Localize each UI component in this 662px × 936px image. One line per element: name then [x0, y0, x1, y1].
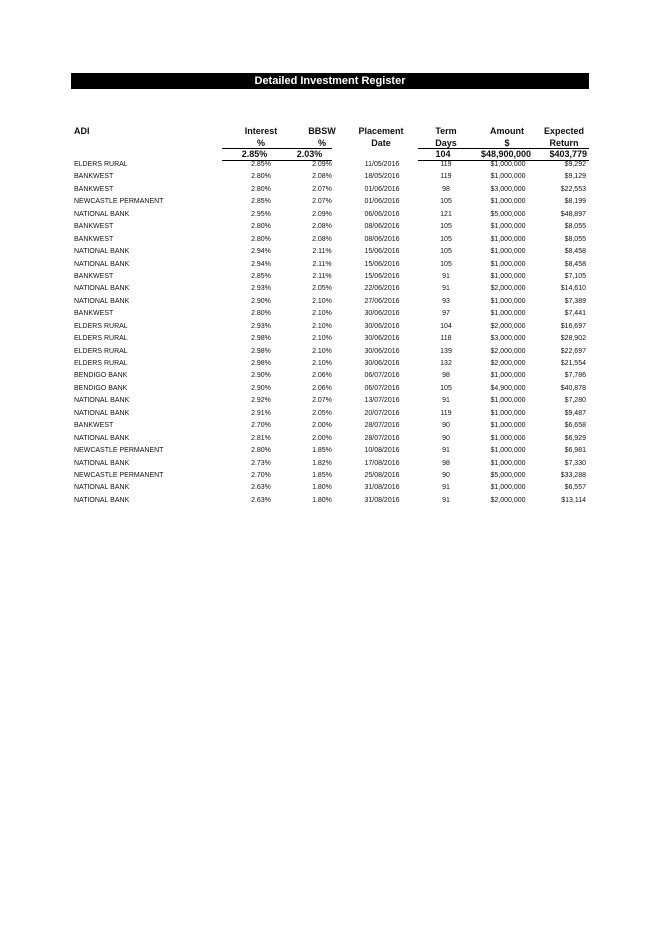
cell-amount: $1,000,000: [490, 422, 526, 430]
cell-interest: 2.63%: [251, 496, 271, 504]
page-title: Detailed Investment Register: [71, 73, 589, 89]
cell-amount: $1,000,000: [490, 447, 526, 455]
cell-interest: 2.80%: [251, 310, 271, 318]
cell-adi: BANKWEST: [74, 235, 114, 243]
cell-expected-return: $6,557: [564, 484, 586, 492]
cell-amount: $4,900,000: [490, 384, 526, 392]
cell-adi: BANKWEST: [74, 223, 114, 231]
table-row: [71, 283, 589, 295]
cell-term-days: 98: [442, 459, 450, 467]
cell-amount: $2,000,000: [490, 347, 526, 355]
cell-interest: 2.63%: [251, 484, 271, 492]
cell-interest: 2.94%: [251, 248, 271, 256]
cell-expected-return: $6,929: [564, 434, 586, 442]
cell-bbsw: 1.85%: [312, 447, 332, 455]
header-amount: [477, 125, 537, 149]
cell-bbsw: 2.07%: [312, 397, 332, 405]
cell-amount: $1,000,000: [490, 173, 526, 181]
cell-term-days: 98: [442, 185, 450, 193]
cell-placement-date: 31/08/2016: [364, 496, 400, 504]
cell-expected-return: $33,288: [560, 471, 586, 479]
cell-adi: BANKWEST: [74, 272, 114, 280]
cell-adi: ELDERS RURAL: [74, 335, 128, 343]
header-amount-line2: $: [504, 138, 510, 148]
total-term: 104: [435, 149, 451, 159]
cell-adi: BANKWEST: [74, 422, 114, 430]
cell-bbsw: 2.07%: [312, 198, 332, 206]
table-row: [71, 246, 589, 258]
cell-expected-return: $28,902: [560, 335, 586, 343]
header-interest: [231, 125, 291, 149]
cell-expected-return: $21,554: [560, 360, 586, 367]
cell-placement-date: 30/06/2016: [364, 310, 400, 318]
cell-placement-date: 22/06/2016: [364, 285, 400, 293]
cell-placement-date: 30/06/2016: [364, 322, 400, 330]
cell-adi: NATIONAL BANK: [74, 397, 130, 405]
cell-bbsw: 2.05%: [312, 285, 332, 293]
cell-expected-return: $7,280: [564, 397, 586, 405]
cell-expected-return: $7,105: [564, 272, 586, 280]
cell-term-days: 121: [440, 210, 452, 218]
cell-expected-return: $9,129: [564, 173, 586, 181]
cell-expected-return: $6,658: [564, 422, 586, 430]
table-row: [71, 271, 589, 283]
cell-bbsw: 2.09%: [312, 210, 332, 218]
cell-adi: NATIONAL BANK: [74, 248, 130, 256]
cell-interest: 2.80%: [251, 173, 271, 181]
cell-placement-date: 28/07/2016: [364, 434, 400, 442]
cell-interest: 2.94%: [251, 260, 271, 268]
cell-amount: $1,000,000: [490, 235, 526, 243]
cell-term-days: 90: [442, 434, 450, 442]
header-expected-line1: Expected: [543, 126, 585, 136]
header-placement-line1: Placement: [358, 126, 404, 136]
cell-placement-date: 28/07/2016: [364, 422, 400, 430]
cell-adi: BENDIGO BANK: [74, 372, 128, 380]
cell-expected-return: $48,897: [560, 210, 586, 218]
cell-amount: $1,000,000: [490, 459, 526, 467]
cell-amount: $3,000,000: [490, 335, 526, 343]
table-row: [71, 171, 589, 183]
table-row: [71, 458, 589, 470]
table-row: [71, 495, 589, 507]
header-adi-label: ADI: [74, 126, 90, 136]
cell-adi: ELDERS RURAL: [74, 347, 128, 355]
cell-placement-date: 20/07/2016: [364, 409, 400, 417]
cell-amount: $3,000,000: [490, 185, 526, 193]
cell-amount: $2,000,000: [490, 322, 526, 330]
cell-placement-date: 10/08/2016: [364, 447, 400, 455]
cell-interest: 2.70%: [251, 471, 271, 479]
cell-amount: $5,000,000: [490, 471, 526, 479]
cell-amount: $1,000,000: [490, 409, 526, 417]
header-expected: [537, 125, 591, 149]
cell-amount: $1,000,000: [490, 198, 526, 206]
cell-amount: $1,000,000: [490, 310, 526, 318]
cell-amount: $1,000,000: [490, 372, 526, 380]
cell-term-days: 139: [440, 347, 452, 355]
cell-interest: 2.85%: [251, 272, 271, 280]
cell-adi: NATIONAL BANK: [74, 285, 130, 293]
cell-placement-date: 30/06/2016: [364, 335, 400, 343]
cell-adi: NEWCASTLE PERMANENT: [74, 447, 164, 455]
cell-bbsw: 2.10%: [312, 360, 332, 367]
cell-placement-date: 06/07/2016: [364, 384, 400, 392]
cell-interest: 2.92%: [251, 397, 271, 405]
cell-interest: 2.90%: [251, 372, 271, 380]
cell-placement-date: 30/06/2016: [364, 347, 400, 355]
cell-expected-return: $7,330: [564, 459, 586, 467]
cell-bbsw: 2.11%: [312, 272, 332, 280]
cell-bbsw: 2.00%: [312, 422, 332, 430]
table-row: [71, 445, 589, 457]
cell-adi: NATIONAL BANK: [74, 484, 130, 492]
cell-amount: $2,000,000: [490, 360, 526, 367]
cell-placement-date: 08/06/2016: [364, 223, 400, 231]
cell-bbsw: 1.80%: [312, 496, 332, 504]
cell-term-days: 91: [442, 397, 450, 405]
header-amount-line1: Amount: [490, 126, 524, 136]
cell-bbsw: 2.08%: [312, 173, 332, 181]
header-placement-line2: Date: [371, 138, 391, 148]
header-expected-line2: Return: [549, 138, 579, 148]
cell-interest: 2.81%: [251, 434, 271, 442]
cell-adi: NATIONAL BANK: [74, 434, 130, 442]
cell-term-days: 93: [442, 297, 450, 305]
cell-bbsw: 2.08%: [312, 235, 332, 243]
cell-placement-date: 13/07/2016: [364, 397, 400, 405]
cell-bbsw: 2.10%: [312, 297, 332, 305]
cell-amount: $2,000,000: [490, 285, 526, 293]
cell-adi: NATIONAL BANK: [74, 459, 130, 467]
cell-placement-date: 15/06/2016: [364, 272, 400, 280]
cell-interest: 2.90%: [251, 384, 271, 392]
cell-expected-return: $8,458: [564, 248, 586, 256]
cell-interest: 2.73%: [251, 459, 271, 467]
header-placement: [351, 125, 411, 149]
cell-expected-return: $7,389: [564, 297, 586, 305]
cell-bbsw: 1.82%: [312, 459, 332, 467]
total-expected: $403,779: [549, 149, 587, 159]
header-interest-line1: Interest: [244, 126, 278, 136]
header-term: [416, 125, 476, 149]
cell-term-days: 91: [442, 285, 450, 293]
header-bbsw-line1: BBSW: [308, 126, 336, 136]
cell-expected-return: $16,697: [560, 322, 586, 330]
cell-interest: 2.93%: [251, 322, 271, 330]
cell-term-days: 98: [442, 372, 450, 380]
cell-placement-date: 17/08/2016: [364, 459, 400, 467]
cell-bbsw: 2.00%: [312, 434, 332, 442]
cell-interest: 2.70%: [251, 422, 271, 430]
table-row: [71, 358, 589, 370]
cell-bbsw: 2.10%: [312, 322, 332, 330]
cell-interest: 2.98%: [251, 347, 271, 355]
cell-bbsw: 2.07%: [312, 185, 332, 193]
table-row: [71, 184, 589, 196]
cell-interest: 2.85%: [251, 198, 271, 206]
table-row: [71, 259, 589, 271]
cell-interest: 2.80%: [251, 223, 271, 231]
table-row: [71, 308, 589, 320]
cell-interest: 2.95%: [251, 210, 271, 218]
cell-term-days: 91: [442, 496, 450, 504]
cell-expected-return: $22,697: [560, 347, 586, 355]
cell-adi: ELDERS RURAL: [74, 360, 128, 367]
cell-adi: NATIONAL BANK: [74, 210, 130, 218]
cell-term-days: 105: [440, 198, 452, 206]
header-bbsw-line2: %: [317, 138, 326, 148]
cell-adi: NEWCASTLE PERMANENT: [74, 471, 164, 479]
cell-bbsw: 2.09%: [312, 161, 332, 168]
header-interest-line2: %: [256, 138, 265, 148]
cell-placement-date: 31/08/2016: [364, 484, 400, 492]
cell-term-days: 119: [440, 409, 452, 417]
cell-expected-return: $9,292: [564, 161, 586, 168]
cell-amount: $1,000,000: [490, 397, 526, 405]
cell-term-days: 104: [440, 322, 452, 330]
table-row: [71, 395, 589, 407]
cell-bbsw: 2.11%: [312, 260, 332, 268]
cell-bbsw: 1.80%: [312, 484, 332, 492]
cell-interest: 2.80%: [251, 235, 271, 243]
table-row: [71, 482, 589, 494]
cell-expected-return: $13,114: [561, 496, 586, 504]
cell-placement-date: 06/06/2016: [364, 210, 400, 218]
cell-bbsw: 2.06%: [312, 372, 332, 380]
cell-expected-return: $7,786: [564, 372, 586, 380]
cell-adi: NATIONAL BANK: [74, 260, 130, 268]
cell-term-days: 105: [440, 248, 452, 256]
cell-placement-date: 15/06/2016: [364, 248, 400, 256]
header-bbsw: [296, 125, 348, 149]
cell-interest: 2.98%: [251, 360, 271, 367]
table-row: [71, 296, 589, 308]
cell-amount: $1,000,000: [490, 434, 526, 442]
cell-interest: 2.80%: [251, 185, 271, 193]
cell-adi: BANKWEST: [74, 185, 114, 193]
cell-expected-return: $40,878: [560, 384, 586, 392]
cell-placement-date: 08/06/2016: [364, 235, 400, 243]
cell-bbsw: 2.06%: [312, 384, 332, 392]
cell-expected-return: $22,553: [560, 185, 586, 193]
cell-term-days: 105: [440, 223, 452, 231]
cell-term-days: 91: [442, 272, 450, 280]
cell-adi: NEWCASTLE PERMANENT: [74, 198, 164, 206]
table-row: [71, 346, 589, 358]
cell-expected-return: $14,610: [560, 285, 586, 293]
cell-expected-return: $8,055: [564, 235, 586, 243]
cell-expected-return: $6,981: [564, 447, 586, 455]
cell-term-days: 119: [440, 173, 452, 181]
total-interest: 2.85%: [241, 149, 268, 159]
cell-bbsw: 2.05%: [312, 409, 332, 417]
cell-placement-date: 01/06/2016: [364, 198, 400, 206]
cell-term-days: 97: [442, 310, 450, 318]
cell-term-days: 90: [442, 422, 450, 430]
cell-expected-return: $8,199: [564, 198, 586, 206]
cell-term-days: 90: [442, 471, 450, 479]
cell-adi: BANKWEST: [74, 310, 114, 318]
table-row: [71, 370, 589, 382]
cell-placement-date: 27/06/2016: [364, 297, 400, 305]
cell-amount: $1,000,000: [490, 484, 526, 492]
cell-expected-return: $8,458: [564, 260, 586, 268]
cell-amount: $5,000,000: [490, 210, 526, 218]
cell-amount: $1,000,000: [490, 297, 526, 305]
cell-interest: 2.91%: [251, 409, 271, 417]
cell-amount: $1,000,000: [490, 272, 526, 280]
cell-term-days: 105: [440, 235, 452, 243]
cell-bbsw: 2.11%: [312, 248, 332, 256]
cell-term-days: 91: [442, 447, 450, 455]
cell-bbsw: 1.85%: [312, 471, 332, 479]
cell-interest: 2.90%: [251, 297, 271, 305]
cell-bbsw: 2.08%: [312, 223, 332, 231]
cell-term-days: 91: [442, 484, 450, 492]
header-adi: [74, 125, 90, 137]
cell-interest: 2.85%: [251, 161, 271, 168]
cell-amount: $1,000,000: [490, 260, 526, 268]
investment-table: [71, 159, 589, 507]
cell-amount: $2,000,000: [490, 496, 526, 504]
cell-amount: $1,000,000: [490, 248, 526, 256]
table-row: [71, 420, 589, 432]
cell-bbsw: 2.10%: [312, 335, 332, 343]
total-amount: $48,900,000: [480, 149, 532, 159]
table-row: [71, 321, 589, 333]
header-term-line2: Days: [435, 138, 457, 148]
cell-amount: $1,000,000: [490, 223, 526, 231]
cell-term-days: 118: [440, 335, 452, 343]
cell-placement-date: 15/06/2016: [364, 260, 400, 268]
cell-term-days: 105: [440, 260, 452, 268]
table-row: [71, 383, 589, 395]
cell-amount: $1,000,000: [490, 161, 526, 168]
cell-interest: 2.93%: [251, 285, 271, 293]
cell-placement-date: 18/05/2016: [364, 173, 400, 181]
cell-term-days: 119: [440, 161, 452, 168]
cell-adi: NATIONAL BANK: [74, 496, 130, 504]
total-bbsw: 2.03%: [296, 149, 323, 159]
cell-interest: 2.80%: [251, 447, 271, 455]
table-row: [71, 408, 589, 420]
table-row: [71, 221, 589, 233]
cell-adi: NATIONAL BANK: [74, 409, 130, 417]
cell-term-days: 132: [440, 360, 452, 367]
table-row: [71, 159, 589, 171]
table-row: [71, 234, 589, 246]
table-row: [71, 470, 589, 482]
cell-bbsw: 2.10%: [312, 310, 332, 318]
table-row: [71, 209, 589, 221]
cell-adi: BENDIGO BANK: [74, 384, 128, 392]
cell-expected-return: $8,055: [564, 223, 586, 231]
cell-bbsw: 2.10%: [312, 347, 332, 355]
cell-adi: BANKWEST: [74, 173, 114, 181]
header-term-line1: Term: [435, 126, 457, 136]
cell-adi: ELDERS RURAL: [74, 161, 128, 168]
cell-expected-return: $9,487: [564, 409, 586, 417]
cell-placement-date: 06/07/2016: [364, 372, 400, 380]
table-row: [71, 196, 589, 208]
cell-expected-return: $7,441: [564, 310, 586, 318]
cell-interest: 2.98%: [251, 335, 271, 343]
cell-term-days: 105: [440, 384, 452, 392]
cell-placement-date: 01/06/2016: [364, 185, 400, 193]
cell-adi: NATIONAL BANK: [74, 297, 130, 305]
cell-adi: ELDERS RURAL: [74, 322, 128, 330]
cell-placement-date: 11/05/2016: [364, 161, 400, 168]
table-row: [71, 433, 589, 445]
cell-placement-date: 30/06/2016: [364, 360, 400, 367]
cell-placement-date: 25/08/2016: [364, 471, 400, 479]
table-row: [71, 333, 589, 345]
